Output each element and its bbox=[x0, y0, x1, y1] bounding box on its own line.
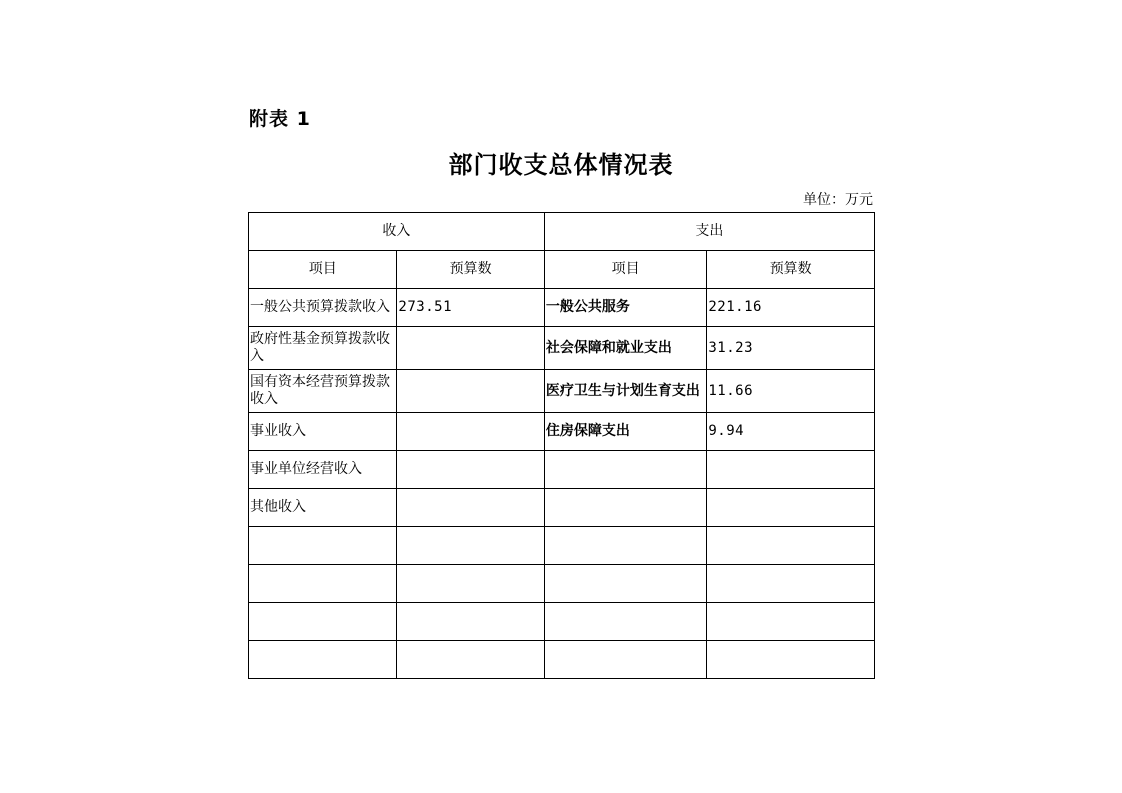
income-item-cell bbox=[249, 603, 397, 641]
expenditure-budget-cell bbox=[707, 489, 875, 527]
expenditure-budget-cell: 31.23 bbox=[707, 327, 875, 370]
income-item-cell: 国有资本经营预算拨款收入 bbox=[249, 370, 397, 413]
budget-table bbox=[248, 212, 875, 679]
income-budget-cell bbox=[397, 327, 544, 370]
expenditure-group-header: 支出 bbox=[544, 213, 874, 251]
income-budget-cell bbox=[397, 413, 544, 451]
expenditure-budget-cell: 11.66 bbox=[707, 370, 875, 413]
income-budget-cell bbox=[397, 370, 544, 413]
table-row bbox=[249, 413, 875, 451]
expenditure-budget-cell bbox=[707, 565, 875, 603]
column-header-row bbox=[249, 251, 875, 289]
expenditure-item-header: 项目 bbox=[544, 251, 707, 289]
expenditure-budget-cell: 9.94 bbox=[707, 413, 875, 451]
expenditure-item-cell bbox=[544, 641, 707, 679]
income-item-cell: 事业单位经营收入 bbox=[249, 451, 397, 489]
table-row bbox=[249, 370, 875, 413]
table-row bbox=[249, 565, 875, 603]
expenditure-item-cell: 医疗卫生与计划生育支出 bbox=[544, 370, 707, 413]
table-row bbox=[249, 289, 875, 327]
table-row bbox=[249, 527, 875, 565]
page-title: 部门收支总体情况表 bbox=[448, 150, 674, 179]
expenditure-budget-cell bbox=[707, 451, 875, 489]
expenditure-item-cell: 社会保障和就业支出 bbox=[544, 327, 707, 370]
expenditure-item-cell bbox=[544, 489, 707, 527]
expenditure-budget-cell bbox=[707, 527, 875, 565]
income-item-cell bbox=[249, 527, 397, 565]
expenditure-budget-cell bbox=[707, 641, 875, 679]
income-budget-cell bbox=[397, 565, 544, 603]
table-row bbox=[249, 641, 875, 679]
income-item-cell: 政府性基金预算拨款收入 bbox=[249, 327, 397, 370]
expenditure-budget-cell bbox=[707, 603, 875, 641]
expenditure-budget-cell: 221.16 bbox=[707, 289, 875, 327]
table-row bbox=[249, 603, 875, 641]
expenditure-item-cell bbox=[544, 565, 707, 603]
income-item-cell: 一般公共预算拨款收入 bbox=[249, 289, 397, 327]
expenditure-item-cell bbox=[544, 603, 707, 641]
income-item-cell: 其他收入 bbox=[249, 489, 397, 527]
unit-label: 单位：万元 bbox=[803, 192, 873, 208]
income-budget-header: 预算数 bbox=[397, 251, 544, 289]
expenditure-budget-header: 预算数 bbox=[707, 251, 875, 289]
expenditure-item-cell: 一般公共服务 bbox=[544, 289, 707, 327]
table-row bbox=[249, 451, 875, 489]
income-budget-cell bbox=[397, 603, 544, 641]
expenditure-item-cell bbox=[544, 527, 707, 565]
table-row bbox=[249, 327, 875, 370]
expenditure-item-cell: 住房保障支出 bbox=[544, 413, 707, 451]
income-item-header: 项目 bbox=[249, 251, 397, 289]
income-budget-cell bbox=[397, 641, 544, 679]
income-budget-cell bbox=[397, 451, 544, 489]
expenditure-item-cell bbox=[544, 451, 707, 489]
income-budget-cell bbox=[397, 527, 544, 565]
income-budget-cell bbox=[397, 489, 544, 527]
income-item-cell bbox=[249, 565, 397, 603]
income-group-header: 收入 bbox=[249, 213, 545, 251]
income-budget-cell: 273.51 bbox=[397, 289, 544, 327]
group-header-row bbox=[249, 213, 875, 251]
table-row bbox=[249, 489, 875, 527]
income-item-cell: 事业收入 bbox=[249, 413, 397, 451]
income-item-cell bbox=[249, 641, 397, 679]
attachment-label: 附表 1 bbox=[249, 108, 311, 130]
